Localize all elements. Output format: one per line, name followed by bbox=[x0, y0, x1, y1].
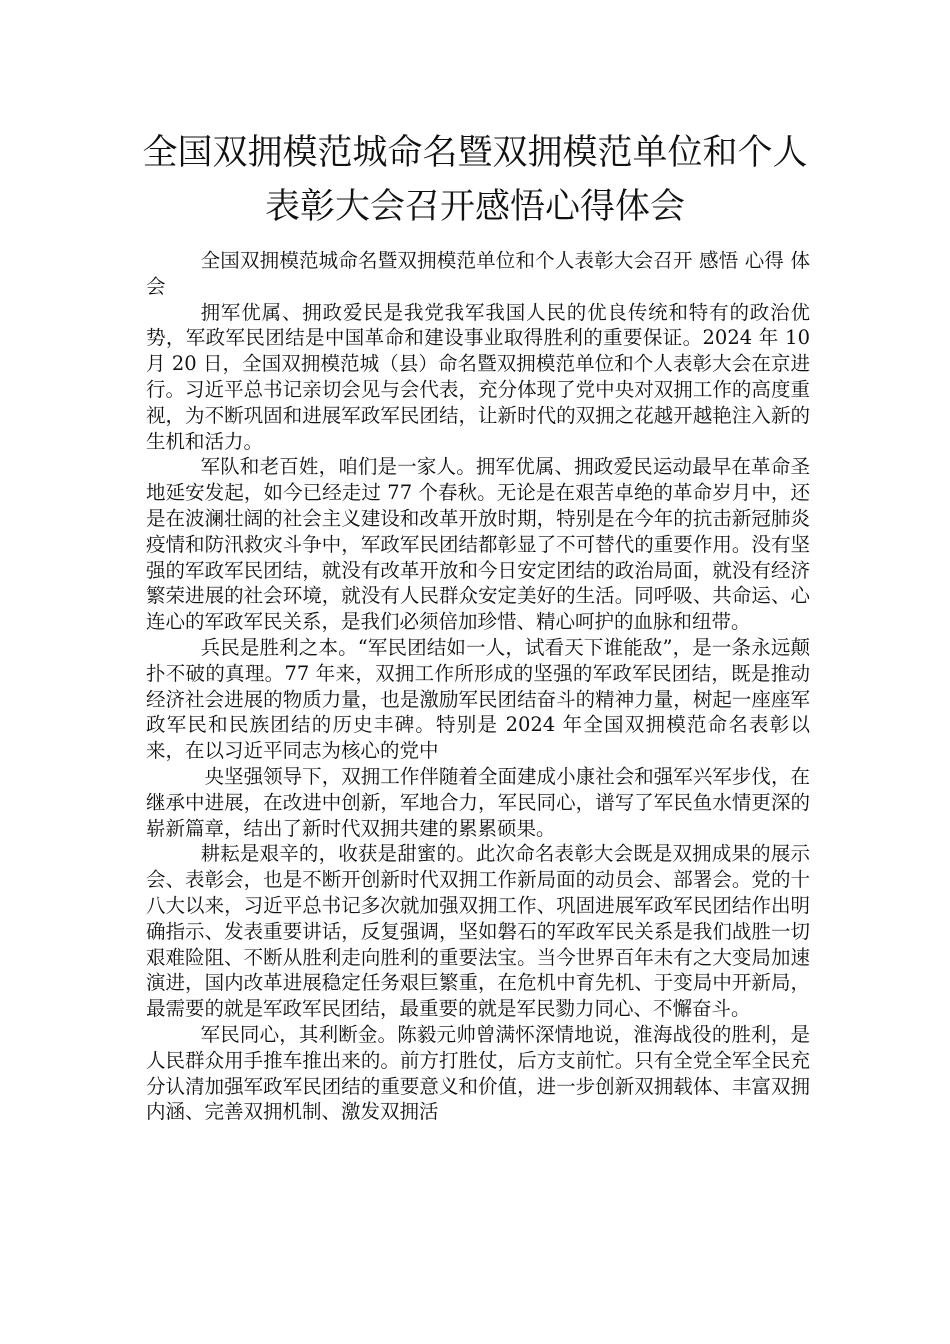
document-body bbox=[146, 248, 810, 1125]
paragraph: 央坚强领导下，双拥工作伴随着全面建成小康社会和强军兴军步伐，在继承中进展，在改进中创新，军地合力，军民同心，谱写了军民鱼水情更深的崭新篇章，结出了新时代双拥共建的累累硕果。 bbox=[146, 764, 810, 840]
paragraph: 耕耘是艰辛的，收获是甜蜜的。此次命名表彰大会既是双拥成果的展示会、表彰会，也是不断开创新时代双拥工作新局面的动员会、部署会。党的十八大以来，习近平总书记多次就加强双拥工作、巩固进展军政军民团结作出明确指示、发表重要讲话，反复强调，坚如磐石的军政军民关系是我们战胜一切艰难险阻、不断从胜利走向胜利的重要法宝。当今世界百年未有之大变局加速演进，国内改革进展稳定任务艰巨繁重，在危机中育先机、于变局中开新局，最需要的就是军政军民团结，最重要的就是军民勠力同心、不懈奋斗。 bbox=[146, 842, 810, 1021]
document-title: 全国双拥模范城命名暨双拥模范单位和个人表彰大会召开感悟心得体会 bbox=[142, 133, 808, 227]
paragraph: 军民同心，其利断金。陈毅元帅曾满怀深情地说，淮海战役的胜利，是人民群众用手推车推出来的。前方打胜仗，后方支前忙。只有全党全军全民充分认清加强军政军民团结的重要意义和价值，进一步创新双拥载体、丰富双拥内涵、完善双拥机制、激发双拥活 bbox=[146, 1022, 810, 1124]
paragraph: 军队和老百姓，咱们是一家人。拥军优属、拥政爱民运动最早在革命圣地延安发起，如今已经走过 77 个春秋。无论是在艰苦卓绝的革命岁月中，还是在波澜壮阔的社会主义建设和改革开放时期，特别是在今年的抗击新冠肺炎疫情和防汛救灾斗争中，军政军民团结都彰显了不可替代的重要作用。没有坚强的军政军民团结，就没有改革开放和今日安定团结的政治局面，就没有经济繁荣进展的社会环境，就没有人民群众安定美好的生活。同呼吸、共命运、心连心的军政军民关系，是我们必须倍加珍惜、精心呵护的血脉和纽带。 bbox=[146, 455, 810, 634]
paragraph: 兵民是胜利之本。“军民团结如一人，试看天下谁能敌”，是一条永远颠扑不破的真理。77 年来，双拥工作所形成的坚强的军政军民团结，既是推动经济社会进展的物质力量，也是激励军民团结奋斗的精神力量，树起一座座军政军民和民族团结的历史丰碑。特别是 2024 年全国双拥模范命名表彰以来，在以习近平同志为核心的党中 bbox=[146, 635, 810, 763]
paragraph: 拥军优属、拥政爱民是我党我军我国人民的优良传统和特有的政治优势，军政军民团结是中国革命和建设事业取得胜利的重要保证。2024 年 10 月 20 日，全国双拥模范城（县）命名暨双拥模范单位和个人表彰大会在京进行。习近平总书记亲切会见与会代表，充分体现了党中央对双拥工作的高度重视，为不断巩固和进展军政军民团结，让新时代的双拥之花越开越艳注入新的生机和活力。 bbox=[146, 300, 810, 453]
paragraph-subtitle: 全国双拥模范城命名暨双拥模范单位和个人表彰大会召开 感悟 心得 体会 bbox=[146, 249, 810, 298]
